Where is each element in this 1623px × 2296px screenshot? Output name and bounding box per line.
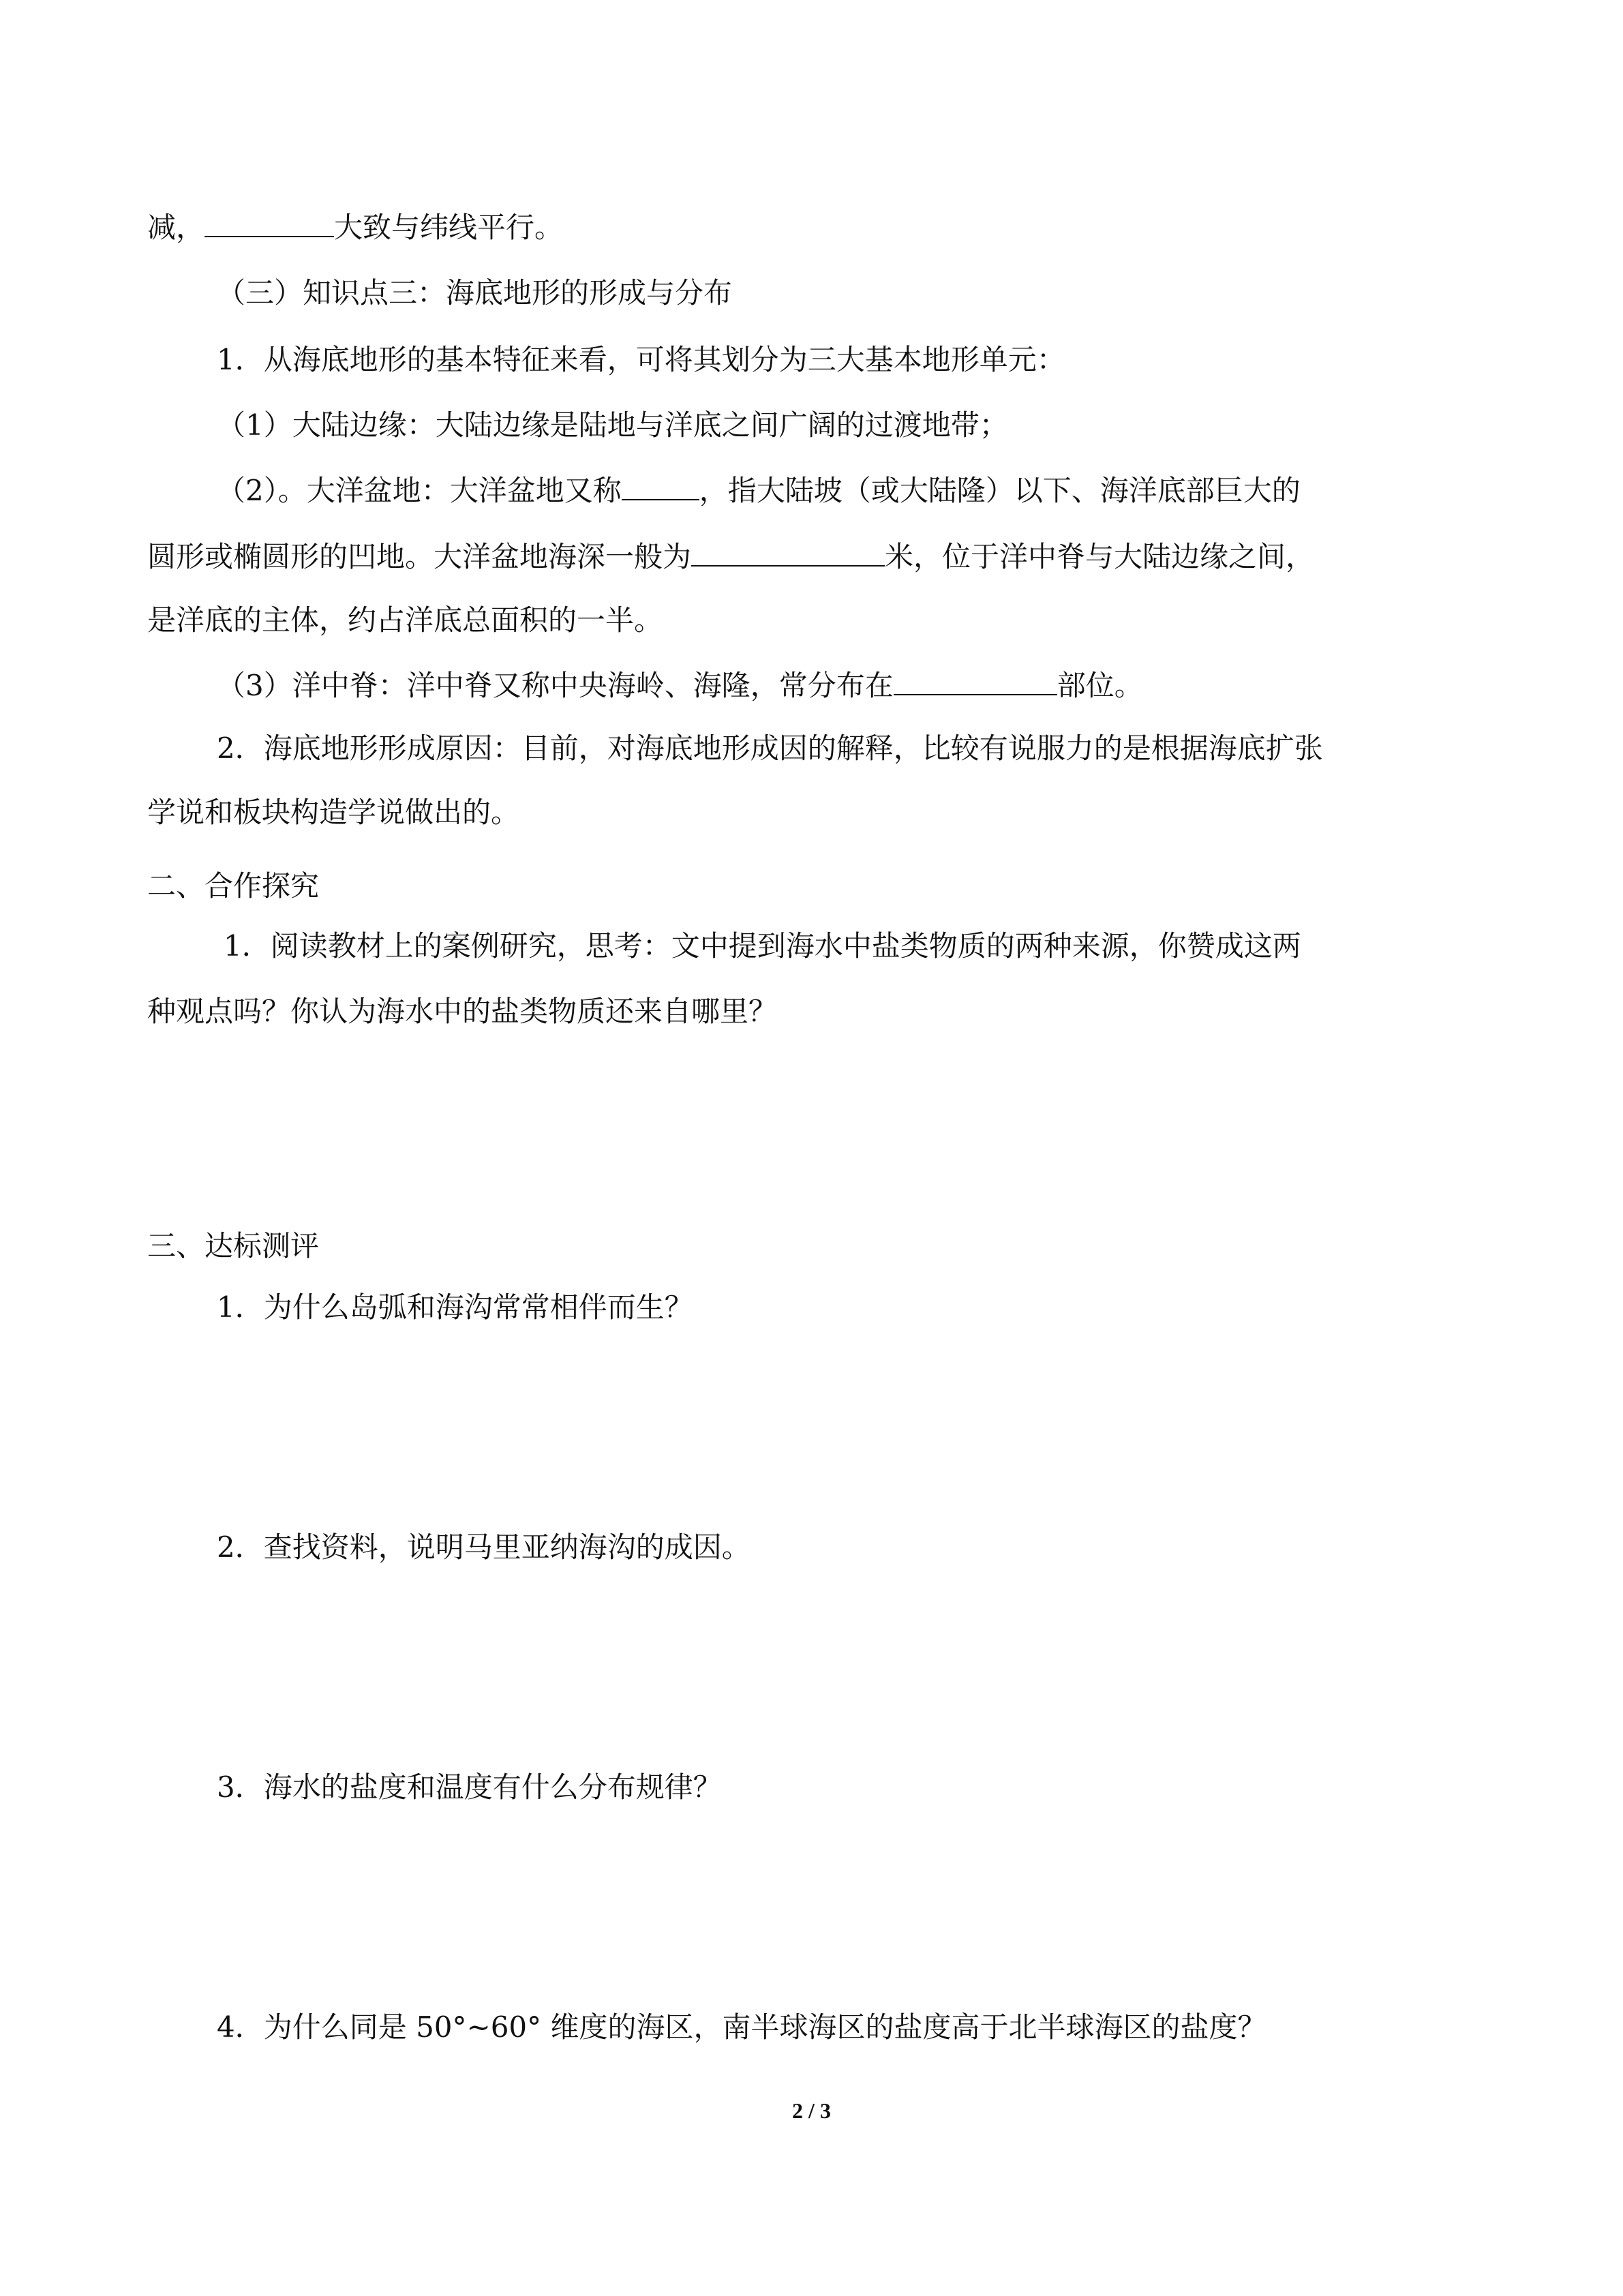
text-segment: 米，位于洋中脊与大陆边缘之间， [885, 540, 1315, 573]
paragraph: 1．从海底地形的基本特征来看，可将其划分为三大基本地形单元： [217, 343, 1065, 376]
question-paragraph: 种观点吗？你认为海水中的盐类物质还来自哪里？ [147, 995, 778, 1028]
paragraph: 2．海底地形形成原因：目前，对海底地形成因的解释，比较有说服力的是根据海底扩张 [217, 731, 1323, 765]
text-segment: （2）。大洋盆地：大洋盆地又称 [217, 474, 622, 507]
text-segment: ，指大陆坡（或大陆隆）以下、海洋底部巨大的 [699, 474, 1301, 507]
question-1: 1．为什么岛弧和海沟常常相伴而生？ [217, 1290, 693, 1324]
text-segment: 减， [147, 211, 205, 244]
paragraph: 是洋底的主体，约占洋底总面积的一半。 [147, 603, 663, 637]
answer-blank[interactable] [691, 535, 885, 567]
fill-line-ocean-basin [217, 469, 1301, 511]
answer-blank[interactable] [894, 664, 1057, 695]
question-3: 3．海水的盐度和温度有什么分布规律？ [217, 1770, 722, 1804]
fill-line-latitude [147, 206, 563, 248]
question-paragraph: 1．阅读教材上的案例研究，思考：文中提到海水中盐类物质的两种来源，你赞成这两 [224, 929, 1301, 963]
fill-line-mid-ocean-ridge [217, 664, 1143, 706]
paragraph: 学说和板块构造学说做出的。 [147, 796, 520, 829]
text-segment: 圆形或椭圆形的凹地。大洋盆地海深一般为 [147, 540, 692, 573]
answer-blank[interactable] [622, 469, 699, 500]
answer-blank[interactable] [204, 206, 334, 237]
question-2: 2．查找资料，说明马里亚纳海沟的成因。 [217, 1530, 750, 1564]
text-segment: 大致与纬线平行。 [334, 211, 564, 244]
paragraph: （1）大陆边缘：大陆边缘是陆地与洋底之间广阔的过渡地带； [217, 408, 1008, 442]
question-4: 4．为什么同是 50°~60° 维度的海区，南半球海区的盐度高于北半球海区的盐度？ [217, 2010, 1266, 2044]
page-number: 2 / 3 [792, 2098, 831, 2123]
text-segment: 部位。 [1057, 669, 1143, 702]
fill-line-basin-depth [147, 535, 1314, 577]
text-segment: （3）洋中脊：洋中脊又称中央海岭、海隆，常分布在 [217, 669, 894, 702]
section-heading-assessment: 三、达标测评 [147, 1229, 320, 1263]
section-heading-cooperative-inquiry: 二、合作探究 [147, 869, 320, 903]
section-heading-knowledge-3: （三）知识点三：海底地形的形成与分布 [217, 276, 733, 309]
